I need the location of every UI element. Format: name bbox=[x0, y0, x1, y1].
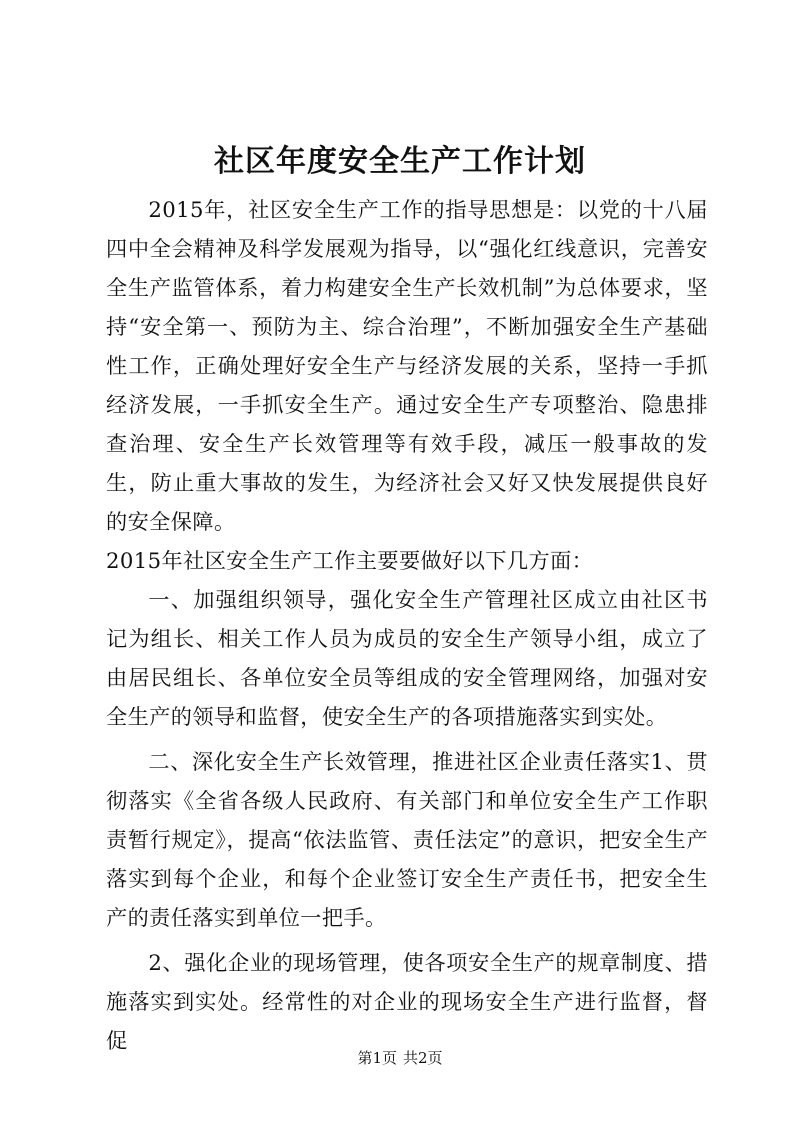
paragraph-section-one: 一、加强组织领导，强化安全生产管理社区成立由社区书记为组长、相关工作人员为成员的安全生产领导小组，成立了由居民组长、各单位安全员等组成的安全管理网络，加强对安全生产的领导和监督，使安全生产的各项措施落实到实处。 bbox=[106, 587, 708, 729]
paragraph-work-overview: 2015年社区安全生产工作主要要做好以下几方面： bbox=[106, 548, 594, 573]
document-title: 社区年度安全生产工作计划 bbox=[214, 144, 586, 179]
document-body bbox=[106, 190, 708, 1060]
page-footer bbox=[0, 1048, 800, 1068]
paragraph-guiding-ideology: 2015年，社区安全生产工作的指导思想是：以党的十八届四中全会精神及科学发展观为指导，以“强化红线意识，完善安全生产监管体系，着力构建安全生产长效机制”为总体要求，坚持“安全第一、预防为主、综合治理”，不断加强安全生产基础性工作，正确处理好安全生产与经济发展的关系，坚持一手抓经济发展，一手抓安全生产。通过安全生产专项整治、隐患排查治理、安全生产长效管理等有效手段，减压一般事故的发生，防止重大事故的发生，为经济社会又好又快发展提供良好的安全保障。 bbox=[106, 197, 708, 534]
paragraph-section-two: 二、深化安全生产长效管理，推进社区企业责任落实1、贯彻落实《全省各级人民政府、有关部门和单位安全生产工作职责暂行规定》，提高“依法监管、责任法定”的意识，把安全生产落实到每个企业，和每个企业签订安全生产责任书，把安全生产的责任落实到单位一把手。 bbox=[106, 749, 708, 930]
page-number: 第1页 bbox=[357, 1049, 397, 1067]
page-total: 共2页 bbox=[403, 1049, 443, 1067]
paragraph-item-two: 2、强化企业的现场管理，使各项安全生产的规章制度、措施落实到实处。经常性的对企业的现场安全生产进行监督，督促 bbox=[106, 950, 708, 1053]
